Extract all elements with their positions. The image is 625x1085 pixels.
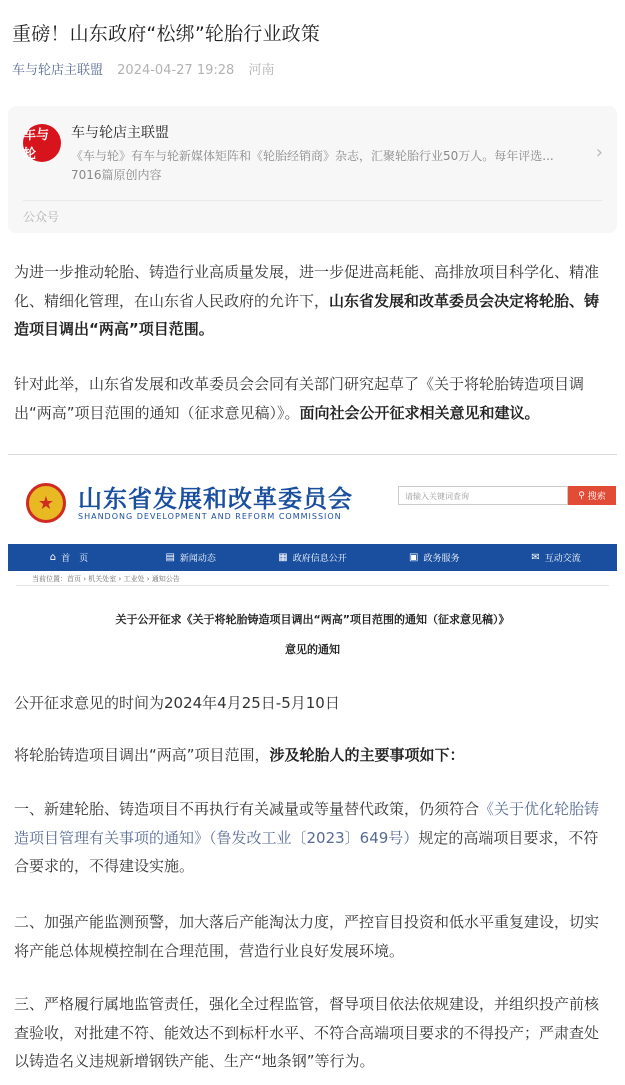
nav-item-home: ⌂ 首 页	[49, 552, 89, 564]
policy-document-link[interactable]: 《关于优化轮胎铸造项目管理有关事项的通知》（鲁发改工业〔2023〕649号）	[14, 800, 600, 847]
article-title: 重磅！山东政府“松绑”轮胎行业政策	[12, 23, 321, 45]
paragraph-2: 针对此举，山东省发展和改革委员会会同有关部门研究起草了《关于将轮胎铸造项目调出“两高”项目范围的通知（征求意见稿）》。面向社会公开征求相关意见和建议。	[14, 375, 585, 422]
nav-item-service: ▣ 政务服务	[409, 552, 460, 564]
nav-item-chat: ✉ 互动交流	[531, 552, 581, 564]
embedded-website-screenshot	[8, 454, 617, 669]
publish-date: 2024-04-27 19:28	[117, 63, 235, 78]
paragraph-3: 公开征求意见的时间为2024年4月25日-5月10日	[14, 694, 340, 712]
government-icon: ▦	[278, 552, 288, 563]
account-original-count: 7016篇原创内容	[71, 168, 162, 182]
nav-item-government: ▦ 政府信息公开	[278, 552, 347, 564]
chat-icon: ✉	[531, 552, 540, 563]
notice-title-line1: 关于公开征求《关于将轮胎铸造项目调出“两高”项目范围的通知（征求意见稿）》	[115, 613, 510, 626]
search-icon: ⚲	[578, 490, 585, 501]
org-name-cn: 山东省发展和改革委员会	[78, 485, 353, 513]
paragraph-4: 将轮胎铸造项目调出“两高”项目范围，涉及轮胎人的主要事项如下：	[14, 746, 465, 764]
account-card[interactable]	[8, 106, 617, 233]
account-logo: 车与轮	[23, 124, 61, 162]
national-emblem-icon: ★	[26, 483, 66, 523]
org-name-en: SHANDONG DEVELOPMENT AND REFORM COMMISSION	[78, 512, 342, 521]
account-type: 公众号	[23, 210, 60, 224]
paragraph-7: 三、严格履行属地监管责任，强化全过程监管，督导项目依法依规建设，并组织投产前核查验收，对批建不符、能效达不到标杆水平、不符合高端项目要求的不得投产；严肃查处以铸造名义违规新增钢铁产能、生产“地条钢”等行为。	[14, 995, 600, 1070]
notice-title-line2: 意见的通知	[285, 643, 340, 656]
breadcrumb: 当前位置：首页 › 机关处室 › 工业处 › 通知公告	[32, 575, 180, 583]
site-nav	[8, 544, 617, 571]
publish-region: 河南	[248, 63, 275, 78]
account-name: 车与轮店主联盟	[71, 125, 169, 141]
paragraph-1: 为进一步推动轮胎、铸造行业高质量发展，进一步促进高耗能、高排放项目科学化、精准化、精细化管理，在山东省人民政府的允许下，山东省发展和改革委员会决定将轮胎、铸造项目调出“两高”项目范围。	[14, 263, 600, 338]
paragraph-5: 一、新建轮胎、铸造项目不再执行有关减量或等量替代政策，仍须符合《关于优化轮胎铸造项目管理有关事项的通知》（鲁发改工业〔2023〕649号）规定的高端项目要求，不符合要求的，不得建设实施。	[14, 800, 600, 875]
article-meta	[12, 59, 274, 78]
author-link[interactable]: 车与轮店主联盟	[12, 63, 104, 78]
news-icon: ▤	[165, 552, 175, 563]
paragraph-6: 二、加强产能监测预警，加大落后产能淘汰力度，严控盲目投资和低水平重复建设，切实将产能总体规模控制在合理范围，营造行业良好发展环境。	[14, 913, 600, 960]
chevron-right-icon: ›	[595, 142, 603, 163]
search-button: ⚲ 搜索	[568, 486, 616, 505]
service-icon: ▣	[409, 552, 419, 563]
search-input: 请输入关键词查询	[398, 486, 568, 505]
card-divider	[23, 200, 602, 201]
account-description: 《车与轮》有车与轮新媒体矩阵和《轮胎经销商》杂志，汇聚轮胎行业50万人。每年评选...	[71, 149, 554, 163]
nav-item-news: ▤ 新闻动态	[165, 552, 216, 564]
home-icon: ⌂	[49, 552, 57, 563]
